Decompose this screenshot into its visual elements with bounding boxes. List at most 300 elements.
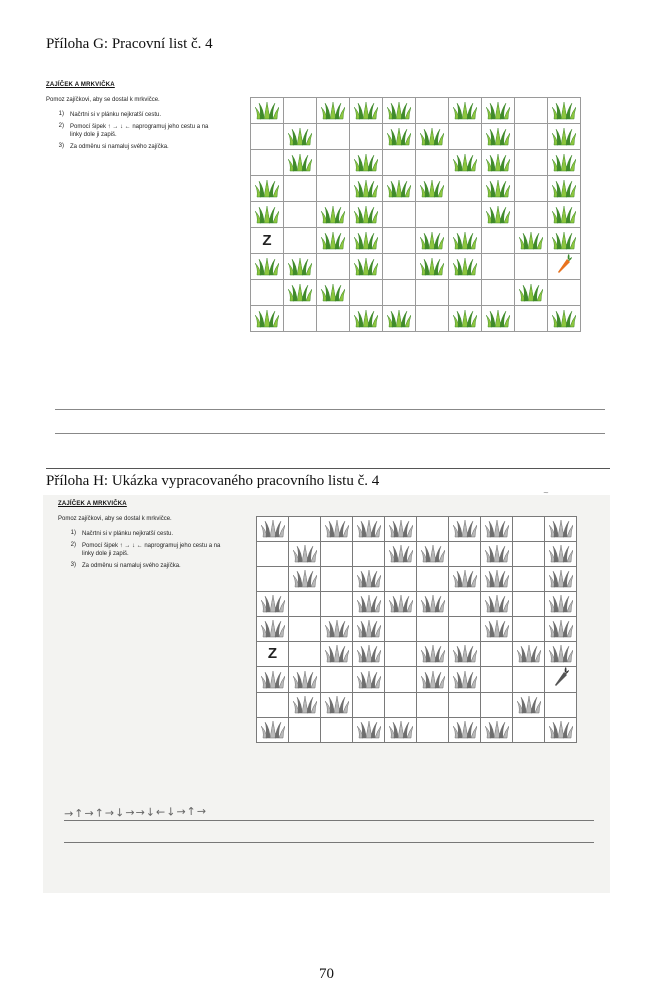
- empty-cell: [417, 693, 449, 718]
- grass-icon: [449, 721, 480, 739]
- grass-cell: [353, 667, 385, 693]
- grass-icon: [513, 645, 544, 663]
- empty-cell: [515, 124, 548, 150]
- empty-cell: [257, 542, 289, 567]
- grass-cell: [417, 642, 449, 667]
- grass-icon: [481, 721, 512, 739]
- grass-icon: [350, 232, 382, 250]
- worksheet-h-step-3: [68, 562, 222, 570]
- grass-cell: [449, 642, 481, 667]
- page-number: 70: [319, 966, 334, 982]
- grass-cell: [257, 667, 289, 693]
- grass-cell: [284, 280, 317, 306]
- empty-cell: [449, 202, 482, 228]
- grass-icon: [449, 671, 480, 689]
- grass-icon: [317, 102, 349, 120]
- grass-cell: [251, 254, 284, 280]
- grass-icon: [353, 595, 384, 613]
- grass-cell: [482, 202, 515, 228]
- section-divider: [46, 468, 610, 469]
- grass-cell: [289, 667, 321, 693]
- empty-cell: [353, 693, 385, 718]
- grass-cell: [289, 693, 321, 718]
- empty-cell: [481, 667, 513, 693]
- appendix-g-caption: Příloha G: Pracovní list č. 4: [46, 36, 213, 52]
- empty-cell: [284, 176, 317, 202]
- maze-grid-h: [256, 516, 577, 743]
- grass-cell: [350, 98, 383, 124]
- grass-icon: [513, 696, 544, 714]
- grid-row: [257, 693, 577, 718]
- empty-cell: [289, 517, 321, 542]
- grass-icon: [289, 570, 320, 588]
- grass-cell: [353, 517, 385, 542]
- grid-row: [251, 124, 581, 150]
- grass-cell: [482, 176, 515, 202]
- grass-cell: [350, 176, 383, 202]
- grass-cell: [317, 202, 350, 228]
- grass-cell: [350, 228, 383, 254]
- grid-row: [251, 280, 581, 306]
- grass-cell: [548, 98, 581, 124]
- grass-cell: [257, 517, 289, 542]
- answer-line: [64, 842, 594, 843]
- step-number: 3): [58, 143, 64, 149]
- grass-icon: [257, 595, 288, 613]
- step-text: Načrtni si v plánku nejkratší cestu.: [70, 112, 162, 118]
- grass-icon: [449, 232, 481, 250]
- grass-icon: [321, 645, 352, 663]
- empty-cell: [513, 567, 545, 592]
- empty-cell: [513, 592, 545, 617]
- grass-cell: [449, 718, 481, 743]
- grass-icon: [548, 206, 580, 224]
- worksheet-h-step-1: [68, 530, 222, 538]
- grass-icon: [545, 595, 576, 613]
- grass-icon: [321, 520, 352, 538]
- step-number: 1): [58, 111, 64, 117]
- grass-icon: [515, 284, 547, 302]
- empty-cell: [481, 693, 513, 718]
- empty-cell: [321, 592, 353, 617]
- empty-cell: [513, 718, 545, 743]
- empty-cell: [317, 124, 350, 150]
- start-cell: [251, 228, 284, 254]
- grass-cell: [350, 150, 383, 176]
- grid-row: [257, 517, 577, 542]
- grass-icon: [257, 620, 288, 638]
- grass-icon: [383, 102, 415, 120]
- grass-cell: [548, 150, 581, 176]
- grass-cell: [449, 228, 482, 254]
- grass-icon: [350, 206, 382, 224]
- grass-icon: [383, 128, 415, 146]
- goal-cell: [545, 667, 577, 693]
- grass-icon: [481, 595, 512, 613]
- step-number: 3): [70, 562, 76, 568]
- appendix-h-caption: Příloha H: Ukázka vypracovaného pracovního listu č. 4: [46, 473, 380, 489]
- grass-cell: [289, 542, 321, 567]
- grass-icon: [449, 520, 480, 538]
- empty-cell: [383, 150, 416, 176]
- grass-cell: [545, 718, 577, 743]
- grass-icon: [545, 620, 576, 638]
- grass-cell: [284, 124, 317, 150]
- grass-icon: [515, 232, 547, 250]
- grass-cell: [350, 202, 383, 228]
- grid-row: [257, 718, 577, 743]
- grass-cell: [481, 567, 513, 592]
- grass-icon: [321, 696, 352, 714]
- grid-row: [257, 667, 577, 693]
- grass-icon: [416, 180, 448, 198]
- grass-icon: [385, 520, 416, 538]
- step-number: 2): [70, 542, 76, 548]
- grass-cell: [385, 542, 417, 567]
- empty-cell: [350, 280, 383, 306]
- grass-cell: [481, 517, 513, 542]
- grass-icon: [481, 570, 512, 588]
- empty-cell: [515, 202, 548, 228]
- grass-icon: [317, 206, 349, 224]
- grass-cell: [449, 306, 482, 332]
- grass-cell: [317, 98, 350, 124]
- grass-icon: [548, 232, 580, 250]
- grass-cell: [257, 592, 289, 617]
- grass-icon: [449, 154, 481, 172]
- grass-icon: [545, 645, 576, 663]
- empty-cell: [449, 280, 482, 306]
- grass-icon: [317, 284, 349, 302]
- empty-cell: [449, 617, 481, 642]
- grass-icon: [257, 520, 288, 538]
- empty-cell: [353, 542, 385, 567]
- grid-row: [251, 202, 581, 228]
- empty-cell: [289, 718, 321, 743]
- grass-icon: [284, 258, 316, 276]
- grass-cell: [383, 124, 416, 150]
- empty-cell: [417, 718, 449, 743]
- grass-cell: [385, 517, 417, 542]
- grass-icon: [548, 154, 580, 172]
- grass-cell: [317, 280, 350, 306]
- grass-icon: [353, 620, 384, 638]
- step-text: Pomocí šipek ↑ → ↓ ← naprogramuj jeho cestu a na linky dole ji zapiš.: [82, 543, 221, 557]
- empty-cell: [284, 228, 317, 254]
- empty-cell: [383, 202, 416, 228]
- grass-icon: [545, 721, 576, 739]
- grass-cell: [482, 124, 515, 150]
- grass-icon: [350, 310, 382, 328]
- grass-cell: [321, 642, 353, 667]
- step-number: 2): [58, 123, 64, 129]
- worksheet-h-step-2: [68, 542, 222, 558]
- empty-cell: [513, 617, 545, 642]
- grass-icon: [482, 102, 514, 120]
- grass-icon: [251, 180, 283, 198]
- carrot-icon: [556, 261, 572, 278]
- empty-cell: [317, 150, 350, 176]
- grass-cell: [449, 567, 481, 592]
- grass-cell: [545, 642, 577, 667]
- grass-icon: [251, 102, 283, 120]
- empty-cell: [251, 124, 284, 150]
- grass-cell: [416, 176, 449, 202]
- goal-cell: [548, 254, 581, 280]
- empty-cell: [321, 542, 353, 567]
- empty-cell: [251, 280, 284, 306]
- answer-line: [55, 409, 605, 410]
- empty-cell: [385, 617, 417, 642]
- grass-cell: [383, 98, 416, 124]
- grass-icon: [385, 721, 416, 739]
- grass-icon: [289, 545, 320, 563]
- grass-icon: [353, 671, 384, 689]
- empty-cell: [251, 150, 284, 176]
- grass-icon: [449, 102, 481, 120]
- empty-cell: [385, 567, 417, 592]
- grass-cell: [545, 517, 577, 542]
- grass-cell: [353, 642, 385, 667]
- grass-cell: [449, 98, 482, 124]
- empty-cell: [449, 176, 482, 202]
- grass-cell: [385, 592, 417, 617]
- grass-icon: [481, 620, 512, 638]
- empty-cell: [515, 150, 548, 176]
- grass-icon: [289, 671, 320, 689]
- empty-cell: [449, 542, 481, 567]
- empty-cell: [317, 176, 350, 202]
- grid-row: [251, 176, 581, 202]
- grass-icon: [284, 154, 316, 172]
- grass-icon: [289, 696, 320, 714]
- step-number: 1): [70, 530, 76, 536]
- empty-cell: [513, 542, 545, 567]
- grass-icon: [353, 520, 384, 538]
- grid-row: [251, 98, 581, 124]
- grass-icon: [317, 232, 349, 250]
- grass-icon: [321, 620, 352, 638]
- grass-icon: [385, 545, 416, 563]
- grass-cell: [321, 693, 353, 718]
- grass-icon: [385, 595, 416, 613]
- grass-cell: [317, 228, 350, 254]
- empty-cell: [513, 667, 545, 693]
- grass-icon: [449, 258, 481, 276]
- empty-cell: [383, 254, 416, 280]
- empty-cell: [449, 124, 482, 150]
- worksheet-g-title: ZAJÍČEK A MRKVIČKA: [46, 82, 115, 88]
- grass-cell: [513, 642, 545, 667]
- empty-cell: [548, 280, 581, 306]
- grass-icon: [257, 721, 288, 739]
- grass-cell: [545, 542, 577, 567]
- empty-cell: [385, 667, 417, 693]
- empty-cell: [417, 567, 449, 592]
- grass-icon: [482, 128, 514, 146]
- empty-cell: [383, 228, 416, 254]
- empty-cell: [321, 567, 353, 592]
- empty-cell: [257, 693, 289, 718]
- step-text: Načrtni si v plánku nejkratší cestu.: [82, 531, 174, 537]
- grass-cell: [481, 542, 513, 567]
- empty-cell: [350, 124, 383, 150]
- grass-cell: [545, 567, 577, 592]
- grid-row: [251, 150, 581, 176]
- grass-icon: [545, 520, 576, 538]
- grass-cell: [385, 718, 417, 743]
- empty-cell: [449, 693, 481, 718]
- grass-cell: [449, 254, 482, 280]
- grass-icon: [353, 721, 384, 739]
- start-letter: Z: [262, 231, 272, 249]
- empty-cell: [284, 306, 317, 332]
- worksheet-h-intro: Pomoz zajíčkovi, aby se dostal k mrkvičce.: [58, 516, 172, 522]
- grass-cell: [548, 176, 581, 202]
- grid-row: [257, 617, 577, 642]
- grass-icon: [545, 545, 576, 563]
- grass-cell: [482, 306, 515, 332]
- grass-icon: [350, 102, 382, 120]
- grid-row: [257, 567, 577, 592]
- grass-cell: [548, 202, 581, 228]
- grid-row: [251, 306, 581, 332]
- answer-line: [64, 820, 594, 821]
- step-text: Za odměnu si namaluj svého zajíčka.: [82, 563, 181, 569]
- grass-cell: [417, 592, 449, 617]
- grass-icon: [417, 671, 448, 689]
- grass-cell: [481, 718, 513, 743]
- grass-cell: [417, 667, 449, 693]
- grass-cell: [416, 124, 449, 150]
- grass-cell: [353, 718, 385, 743]
- grid-row: [257, 642, 577, 667]
- empty-cell: [449, 592, 481, 617]
- grass-icon: [417, 645, 448, 663]
- empty-cell: [385, 642, 417, 667]
- grass-icon: [482, 180, 514, 198]
- empty-cell: [515, 176, 548, 202]
- grass-icon: [417, 595, 448, 613]
- empty-cell: [416, 280, 449, 306]
- empty-cell: [515, 98, 548, 124]
- empty-cell: [417, 517, 449, 542]
- maze-grid-g: [250, 97, 581, 332]
- empty-cell: [321, 667, 353, 693]
- grass-icon: [481, 545, 512, 563]
- grass-cell: [481, 617, 513, 642]
- worksheet-h-title: ZAJÍČEK A MRKVIČKA: [58, 501, 127, 507]
- grid-row: [251, 254, 581, 280]
- empty-cell: [383, 280, 416, 306]
- grass-cell: [417, 542, 449, 567]
- grass-icon: [548, 128, 580, 146]
- grass-icon: [482, 154, 514, 172]
- grass-icon: [449, 310, 481, 328]
- scribble-mark: ~: [543, 489, 549, 497]
- start-cell: [257, 642, 289, 667]
- grid-row: [257, 542, 577, 567]
- grass-cell: [350, 306, 383, 332]
- step-text: Pomocí šipek ↑ → ↓ ← naprogramuj jeho cestu a na linky dole ji zapiš.: [70, 124, 209, 138]
- handwritten-answer: →↑→↑→↓→→↓←↓→↑→: [63, 804, 208, 821]
- grass-cell: [545, 592, 577, 617]
- empty-cell: [289, 642, 321, 667]
- grass-cell: [257, 617, 289, 642]
- grass-icon: [417, 545, 448, 563]
- empty-cell: [416, 98, 449, 124]
- empty-cell: [317, 254, 350, 280]
- grass-icon: [350, 154, 382, 172]
- worksheet-g-step-1: [56, 111, 210, 119]
- grass-cell: [482, 98, 515, 124]
- grass-cell: [353, 567, 385, 592]
- grass-icon: [353, 570, 384, 588]
- grass-icon: [284, 128, 316, 146]
- empty-cell: [284, 98, 317, 124]
- grass-icon: [416, 232, 448, 250]
- grass-icon: [416, 258, 448, 276]
- empty-cell: [385, 693, 417, 718]
- grass-cell: [284, 254, 317, 280]
- grass-cell: [481, 592, 513, 617]
- grass-icon: [350, 258, 382, 276]
- grass-cell: [548, 306, 581, 332]
- empty-cell: [321, 718, 353, 743]
- empty-cell: [289, 592, 321, 617]
- answer-line: [55, 433, 605, 434]
- grass-cell: [548, 228, 581, 254]
- grass-icon: [548, 180, 580, 198]
- empty-cell: [482, 280, 515, 306]
- grass-icon: [251, 310, 283, 328]
- grass-icon: [548, 310, 580, 328]
- grass-cell: [251, 176, 284, 202]
- worksheet-g-step-2: [56, 123, 210, 139]
- grass-icon: [416, 128, 448, 146]
- grass-cell: [251, 202, 284, 228]
- grass-icon: [353, 645, 384, 663]
- grass-cell: [513, 693, 545, 718]
- grid-row: [251, 228, 581, 254]
- worksheet-g-intro: Pomoz zajíčkovi, aby se dostal k mrkvičce.: [46, 97, 160, 103]
- grass-cell: [515, 280, 548, 306]
- worksheet-g-step-3: [56, 143, 210, 151]
- grass-cell: [350, 254, 383, 280]
- step-text: Za odměnu si namaluj svého zajíčka.: [70, 144, 169, 150]
- grid-row: [257, 592, 577, 617]
- grass-icon: [251, 258, 283, 276]
- empty-cell: [416, 150, 449, 176]
- grass-cell: [515, 228, 548, 254]
- grass-cell: [449, 150, 482, 176]
- start-letter: Z: [267, 645, 278, 662]
- grass-icon: [251, 206, 283, 224]
- grass-cell: [353, 592, 385, 617]
- grass-cell: [353, 617, 385, 642]
- grass-cell: [548, 124, 581, 150]
- grass-icon: [257, 671, 288, 689]
- grass-icon: [284, 284, 316, 302]
- grass-cell: [482, 150, 515, 176]
- grass-cell: [449, 667, 481, 693]
- grass-icon: [449, 645, 480, 663]
- grass-icon: [449, 570, 480, 588]
- grass-cell: [321, 617, 353, 642]
- empty-cell: [482, 254, 515, 280]
- empty-cell: [284, 202, 317, 228]
- empty-cell: [482, 228, 515, 254]
